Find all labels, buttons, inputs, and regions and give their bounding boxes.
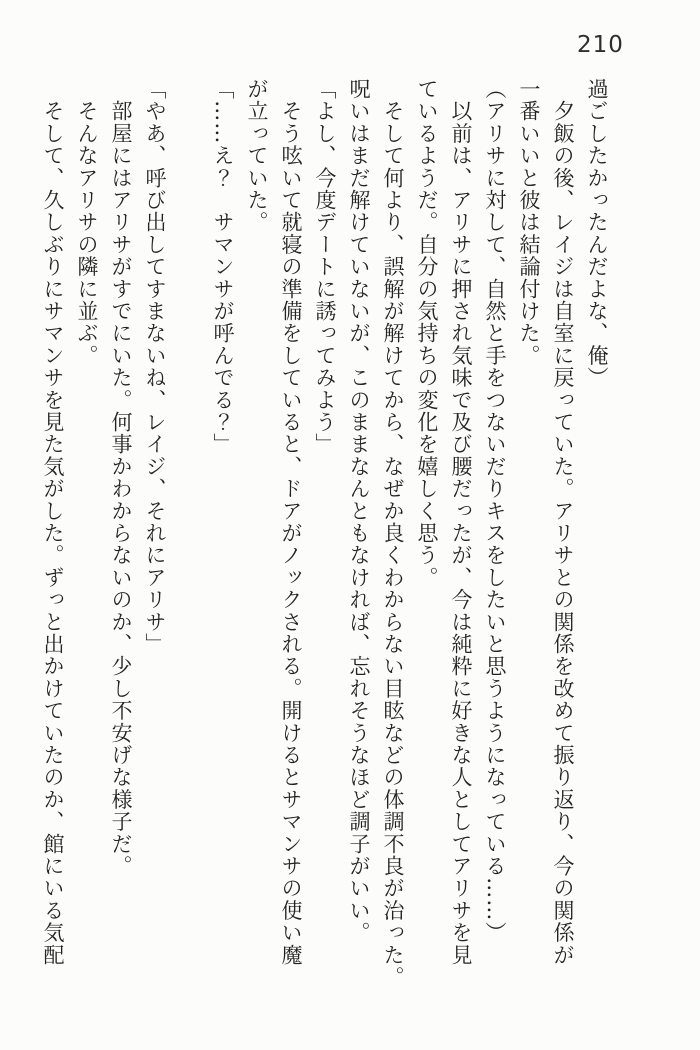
text-line: そんなアリサの隣に並ぶ。 [75,78,99,367]
text-line: 夕飯の後、レイジは自室に戻っていた。アリサとの関係を改めて振り返り、今の関係が [551,78,575,967]
text-line: 「やあ、呼び出してすまないね、レイジ、それにアリサ」 [143,78,167,656]
text-line-blank [172,78,206,996]
text-line: 「よし、今度デートに誘ってみよう」 [313,78,337,456]
text-line: そして何より、誤解が解けてから、なぜか良くわからない目眩などの体調不良が治った。 [381,78,405,989]
text-line: 「……え？ サマンサが呼んでる？」 [211,78,235,456]
vertical-text-block [36,78,614,996]
text-line: 過ごしたかったんだよな、俺） [585,78,609,389]
text-line: （アリサに対して、自然と手をつないだりキスをしたいと思うようになっている……） [483,78,507,944]
text-line: 部屋にはアリサがすでにいた。何事かわからないのか、少し不安げな様子だ。 [109,78,133,878]
text-line: 一番いいと彼は結論付けた。 [517,78,541,367]
text-line: ているようだ。自分の気持ちの変化を嬉しく思う。 [415,78,439,589]
text-line: 以前は、アリサに押され気味で及び腰だったが、今は純粋に好きな人としてアリサを見 [449,78,473,967]
text-line: が立っていた。 [245,78,269,234]
text-line: そう呟いて就寝の準備をしていると、ドアがノックされる。開けるとサマンサの使い魔 [279,78,303,966]
text-line: そして、久しぶりにサマンサを見た気がした。ずっと出かけていたのか、館にいる気配 [41,78,65,966]
text-line: 呪いはまだ解けていないが、このままなんともなければ、忘れそうなほど調子がいい。 [347,78,371,944]
page-number: 210 [577,32,624,58]
